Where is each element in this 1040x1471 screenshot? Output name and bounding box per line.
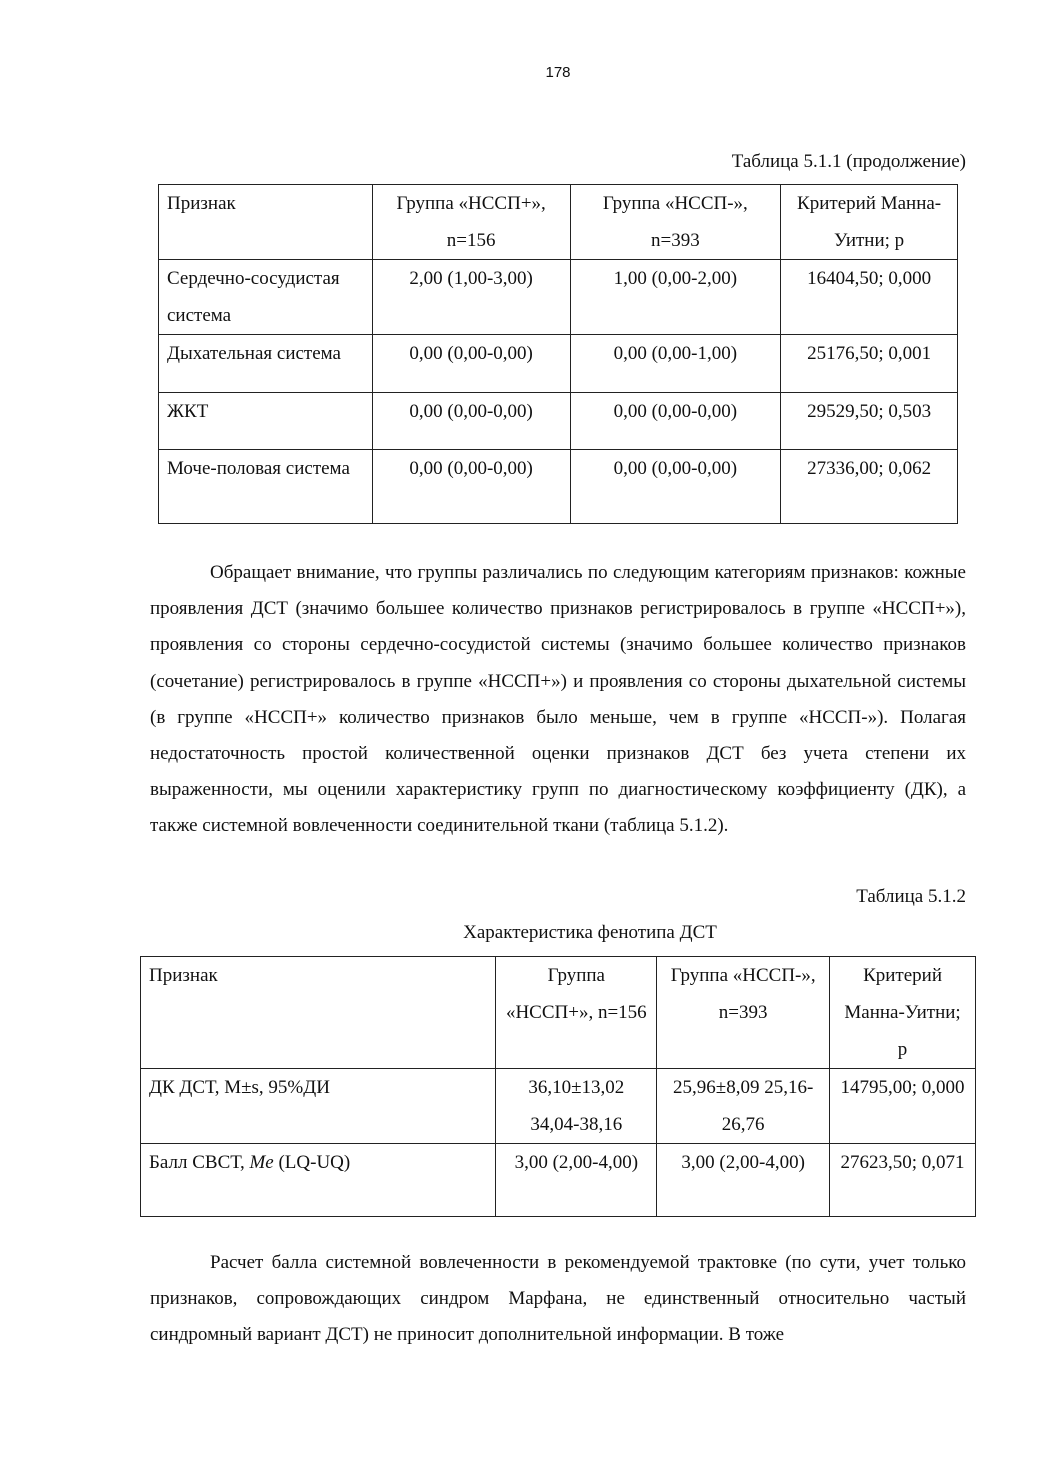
label-text: Балл СВСТ,: [149, 1152, 250, 1173]
table-cell: Сердечно-сосудистая система: [159, 260, 373, 335]
header-cell: Группа «НССП-», n=393: [657, 957, 830, 1069]
table-cell: 0,00 (0,00-0,00): [372, 335, 570, 393]
header-cell: Критерий Манна-Уитни; p: [830, 957, 976, 1069]
table-cell: 2,00 (1,00-3,00): [372, 260, 570, 335]
table-cell: Моче-половая система: [159, 450, 373, 524]
table-cell: 16404,50; 0,000: [781, 260, 958, 335]
table-cell: 27623,50; 0,071: [830, 1144, 976, 1217]
table-row: [159, 393, 958, 450]
table1-caption: Таблица 5.1.1 (продолжение): [731, 151, 966, 172]
table-cell: 0,00 (0,00-1,00): [570, 335, 781, 393]
table-row: [141, 1069, 976, 1144]
table-cell: 29529,50; 0,503: [781, 393, 958, 450]
header-cell: Группа «НССП-», n=393: [570, 185, 781, 260]
table-cell: ДК ДСТ, M±s, 95%ДИ: [141, 1069, 496, 1144]
table-cell: ЖКТ: [159, 393, 373, 450]
header-cell: Группа «НССП+», n=156: [372, 185, 570, 260]
table-5-1-2: [140, 956, 976, 1217]
table2-caption: Таблица 5.1.2: [856, 886, 966, 907]
body-paragraph: Расчет балла системной вовлеченности в рекомендуемой трактовке (по сути, учет только признаков, сопровождающих синдром Марфана, не единственный относительно частый синдромный вариант ДСТ) не приносит дополнительной информации. В тоже: [150, 1252, 966, 1346]
table-cell: 0,00 (0,00-0,00): [372, 393, 570, 450]
header-cell: Группа «НССП+», n=156: [496, 957, 657, 1069]
label-text: (LQ-UQ): [273, 1152, 351, 1173]
table-cell: 3,00 (2,00-4,00): [657, 1144, 830, 1217]
header-cell: Критерий Манна-Уитни; p: [781, 185, 958, 260]
page-number: 178: [545, 64, 571, 81]
table-cell: 0,00 (0,00-0,00): [372, 450, 570, 524]
table-cell: Дыхательная система: [159, 335, 373, 393]
table-row: [159, 335, 958, 393]
table-cell: 0,00 (0,00-0,00): [570, 393, 781, 450]
table-5-1-1: [158, 184, 958, 524]
label-italic: Me: [249, 1152, 274, 1173]
header-cell: Признак: [159, 185, 373, 260]
table-cell: [141, 1144, 496, 1217]
body-paragraph: Обращает внимание, что группы различались по следующим категориям признаков: кожные проявления ДСТ (значимо большее количество признаков регистрировалось в группе «НССП+»), проявления со стороны сердечно-сосудистой системы (значимо большее количество признаков (сочетание) регистрировалось в группе «НССП+») и проявления со стороны дыхательной системы (в группе «НССП+» количество признаков было меньше, чем в группе «НССП-»). Полагая недостаточность простой количественной оценки признаков ДСТ без учета степени их выраженности, мы оценили характеристику групп по диагностическому коэффициенту (ДК), а также системной вовлеченности соединительной ткани (таблица 5.1.2).: [150, 562, 966, 837]
table-cell: 25176,50; 0,001: [781, 335, 958, 393]
table-cell: 3,00 (2,00-4,00): [496, 1144, 657, 1217]
table-cell: 1,00 (0,00-2,00): [570, 260, 781, 335]
table-header-row: [141, 957, 976, 1069]
table-cell: 14795,00; 0,000: [830, 1069, 976, 1144]
table2-title: Характеристика фенотипа ДСТ: [463, 922, 717, 943]
table-cell: 25,96±8,09 25,16-26,76: [657, 1069, 830, 1144]
header-cell: Признак: [141, 957, 496, 1069]
table-cell: 27336,00; 0,062: [781, 450, 958, 524]
table-cell: 36,10±13,02 34,04-38,16: [496, 1069, 657, 1144]
table-row: [159, 450, 958, 524]
table-cell: 0,00 (0,00-0,00): [570, 450, 781, 524]
table-row: [159, 260, 958, 335]
table-header-row: [159, 185, 958, 260]
table-row: [141, 1144, 976, 1217]
